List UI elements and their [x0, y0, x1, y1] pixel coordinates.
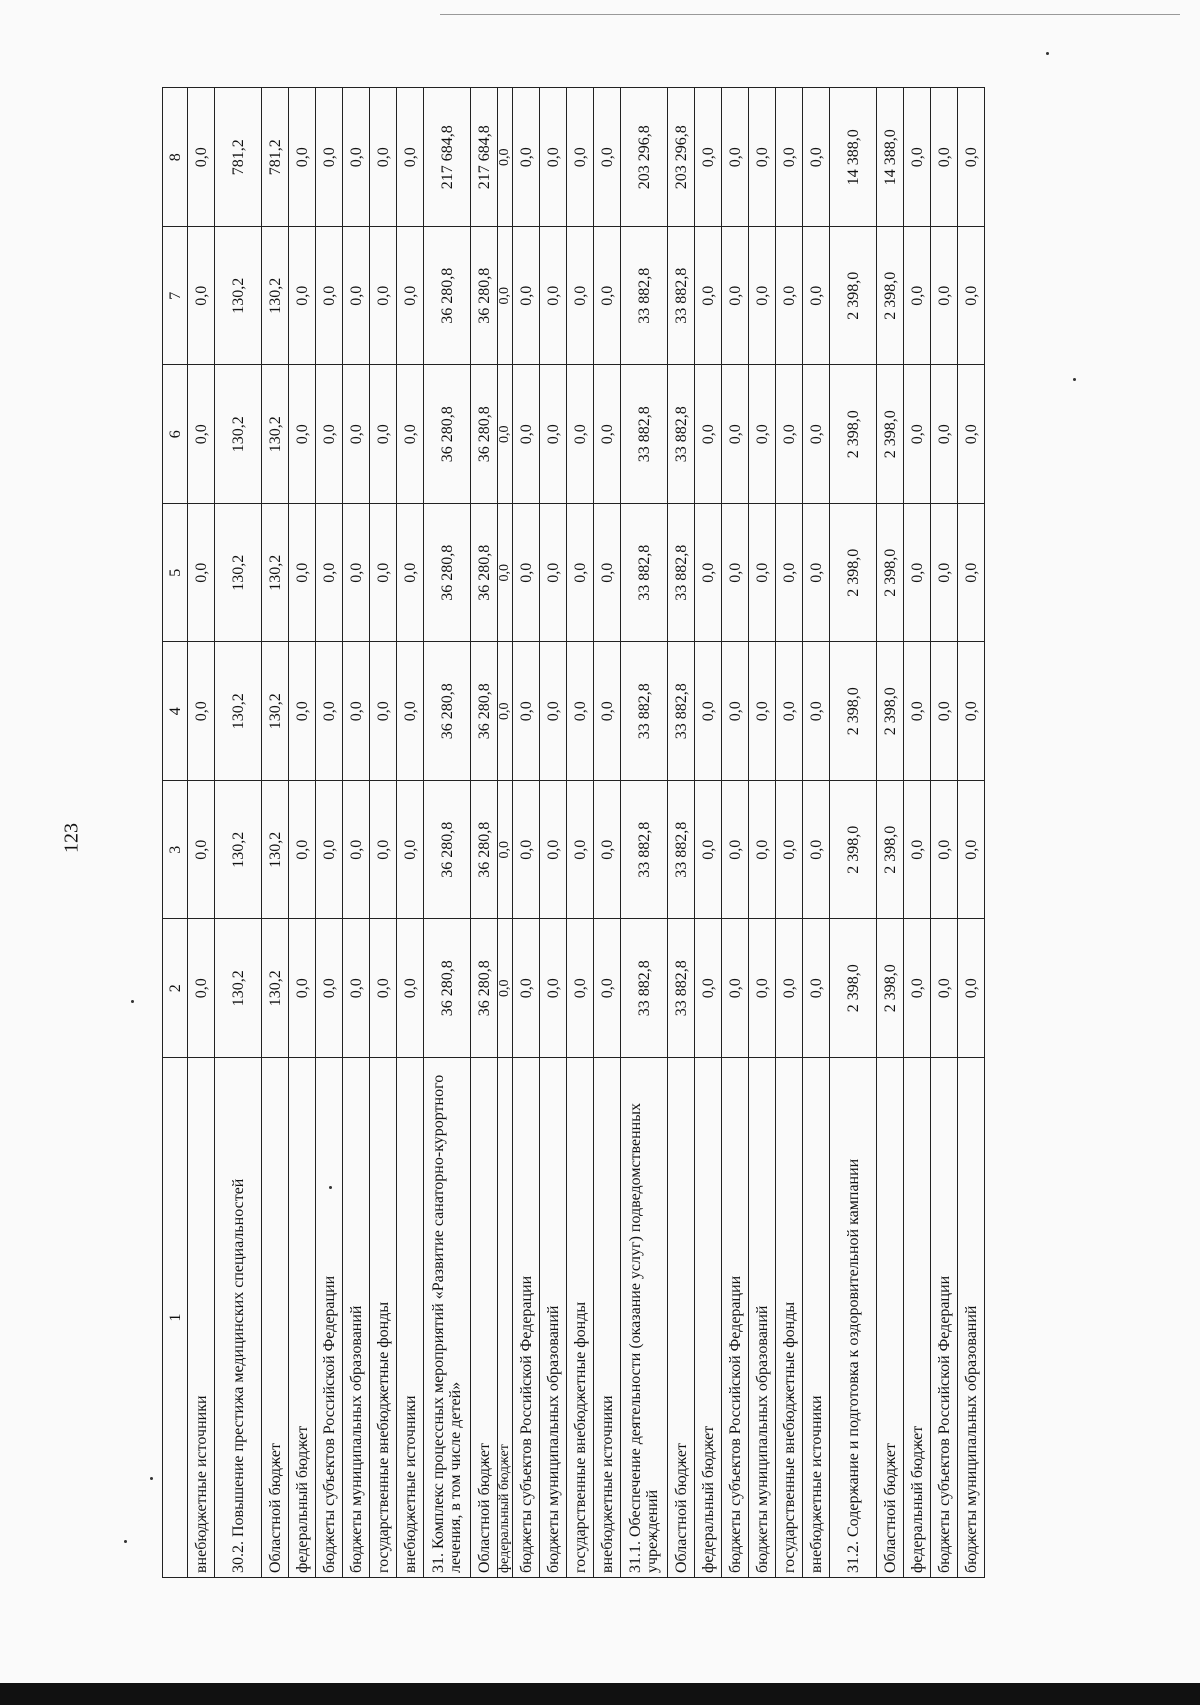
row-value: 0,0 [316, 504, 343, 643]
row-value: 33 882,8 [668, 642, 695, 781]
row-label: бюджеты муниципальных образований [540, 1058, 567, 1578]
row-value: 0,0 [594, 88, 621, 227]
scan-top-rule [440, 14, 1180, 15]
column-header: 1 [163, 1058, 188, 1578]
row-value: 130,2 [215, 227, 262, 366]
row-value: 130,2 [262, 365, 289, 504]
row-value: 0,0 [749, 919, 776, 1058]
row-value: 0,0 [594, 504, 621, 643]
row-value: 0,0 [776, 642, 803, 781]
row-value: 0,0 [397, 227, 424, 366]
row-label: 31.1. Обеспечение деятельности (оказание услуг) подведомственных учреждений [621, 1058, 668, 1578]
row-label: бюджеты субъектов Российской Федерации [513, 1058, 540, 1578]
row-value: 0,0 [931, 642, 958, 781]
row-value: 0,0 [289, 642, 316, 781]
row-value: 0,0 [904, 88, 931, 227]
row-value: 0,0 [695, 88, 722, 227]
row-value: 0,0 [695, 227, 722, 366]
row-value: 203 296,8 [668, 88, 695, 227]
row-value: 2 398,0 [877, 504, 904, 643]
row-value: 0,0 [540, 365, 567, 504]
row-value: 0,0 [803, 365, 830, 504]
table-row [370, 88, 397, 1578]
row-value: 0,0 [594, 919, 621, 1058]
row-value: 0,0 [803, 227, 830, 366]
row-value: 0,0 [958, 919, 985, 1058]
row-value: 2 398,0 [877, 642, 904, 781]
row-value: 0,0 [370, 642, 397, 781]
row-value: 0,0 [695, 365, 722, 504]
row-value: 0,0 [567, 504, 594, 643]
column-header: 6 [163, 365, 188, 504]
row-value: 0,0 [370, 365, 397, 504]
row-value: 0,0 [803, 504, 830, 643]
row-value: 33 882,8 [621, 642, 668, 781]
column-header: 8 [163, 88, 188, 227]
row-value: 0,0 [567, 88, 594, 227]
row-value: 130,2 [215, 642, 262, 781]
row-value: 33 882,8 [621, 504, 668, 643]
row-value: 0,0 [776, 227, 803, 366]
row-value: 130,2 [262, 227, 289, 366]
row-value: 0,0 [316, 227, 343, 366]
column-header: 2 [163, 919, 188, 1058]
row-value: 0,0 [513, 365, 540, 504]
row-value: 0,0 [316, 781, 343, 920]
row-value: 0,0 [776, 88, 803, 227]
row-value: 203 296,8 [621, 88, 668, 227]
column-header: 5 [163, 504, 188, 643]
row-value: 0,0 [343, 781, 370, 920]
row-value: 2 398,0 [830, 781, 877, 920]
row-value: 0,0 [540, 227, 567, 366]
row-value: 0,0 [567, 919, 594, 1058]
row-value: 0,0 [316, 365, 343, 504]
row-value: 0,0 [498, 642, 513, 781]
row-value: 33 882,8 [668, 781, 695, 920]
row-label: государственные внебюджетные фонды [776, 1058, 803, 1578]
table-row [289, 88, 316, 1578]
table-row [540, 88, 567, 1578]
row-label: федеральный бюджет [904, 1058, 931, 1578]
row-value: 36 280,8 [424, 781, 471, 920]
row-value: 0,0 [370, 88, 397, 227]
row-value: 0,0 [722, 504, 749, 643]
row-value: 0,0 [498, 919, 513, 1058]
row-label: внебюджетные источники [594, 1058, 621, 1578]
row-label: 31. Комплекс процессных мероприятий «Развитие санаторно-курортного лечения, в том числе детей» [424, 1058, 471, 1578]
row-value: 0,0 [498, 88, 513, 227]
row-value: 0,0 [803, 781, 830, 920]
row-value: 0,0 [316, 919, 343, 1058]
table-row [958, 88, 985, 1578]
page-number: 123 [60, 823, 83, 853]
row-label: 31.2. Содержание и подготовка к оздоровительной кампании [830, 1058, 877, 1578]
row-value: 0,0 [803, 88, 830, 227]
row-value: 217 684,8 [424, 88, 471, 227]
table-row [567, 88, 594, 1578]
row-value: 0,0 [316, 642, 343, 781]
row-value: 0,0 [803, 642, 830, 781]
row-value: 0,0 [904, 919, 931, 1058]
row-value: 0,0 [188, 88, 215, 227]
row-value: 0,0 [513, 504, 540, 643]
row-value: 0,0 [188, 919, 215, 1058]
row-value: 0,0 [498, 781, 513, 920]
row-label: 30.2. Повышение престижа медицинских специальностей [215, 1058, 262, 1578]
row-value: 33 882,8 [621, 365, 668, 504]
row-value: 2 398,0 [877, 781, 904, 920]
row-value: 0,0 [904, 781, 931, 920]
table-row [830, 88, 877, 1578]
table-row [904, 88, 931, 1578]
row-value: 36 280,8 [424, 504, 471, 643]
row-value: 0,0 [289, 88, 316, 227]
row-value: 0,0 [567, 365, 594, 504]
row-value: 0,0 [776, 365, 803, 504]
table-row [776, 88, 803, 1578]
row-label: Областной бюджет [262, 1058, 289, 1578]
row-value: 0,0 [931, 227, 958, 366]
row-label: бюджеты субъектов Российской Федерации [722, 1058, 749, 1578]
table-row [262, 88, 289, 1578]
row-value: 0,0 [594, 227, 621, 366]
row-value: 0,0 [931, 781, 958, 920]
row-value: 33 882,8 [621, 919, 668, 1058]
row-value: 0,0 [188, 642, 215, 781]
row-value: 2 398,0 [877, 919, 904, 1058]
row-value: 0,0 [749, 642, 776, 781]
row-value: 0,0 [722, 365, 749, 504]
row-value: 0,0 [749, 365, 776, 504]
row-label: государственные внебюджетные фонды [567, 1058, 594, 1578]
row-value: 0,0 [958, 781, 985, 920]
scan-speck [1073, 378, 1076, 381]
row-value: 0,0 [513, 227, 540, 366]
row-value: 0,0 [513, 642, 540, 781]
row-value: 2 398,0 [830, 365, 877, 504]
row-value: 0,0 [931, 919, 958, 1058]
table-row [397, 88, 424, 1578]
row-value: 2 398,0 [877, 227, 904, 366]
row-value: 0,0 [188, 781, 215, 920]
row-value: 0,0 [695, 919, 722, 1058]
row-value: 0,0 [540, 88, 567, 227]
scan-speck [131, 1000, 134, 1003]
row-value: 781,2 [215, 88, 262, 227]
column-header: 4 [163, 642, 188, 781]
row-value: 0,0 [540, 781, 567, 920]
row-value: 0,0 [776, 919, 803, 1058]
row-value: 0,0 [397, 504, 424, 643]
row-value: 0,0 [931, 365, 958, 504]
row-value: 0,0 [722, 642, 749, 781]
row-value: 36 280,8 [471, 504, 498, 643]
row-label: бюджеты муниципальных образований [958, 1058, 985, 1578]
row-value: 0,0 [343, 504, 370, 643]
row-value: 0,0 [370, 504, 397, 643]
row-value: 2 398,0 [830, 504, 877, 643]
row-value: 130,2 [262, 504, 289, 643]
row-value: 0,0 [695, 642, 722, 781]
row-value: 0,0 [289, 504, 316, 643]
row-value: 36 280,8 [471, 919, 498, 1058]
row-value: 36 280,8 [471, 642, 498, 781]
row-value: 33 882,8 [621, 227, 668, 366]
row-value: 0,0 [776, 504, 803, 643]
row-value: 0,0 [594, 365, 621, 504]
column-header: 7 [163, 227, 188, 366]
row-value: 2 398,0 [830, 642, 877, 781]
table-row [668, 88, 695, 1578]
row-value: 217 684,8 [471, 88, 498, 227]
row-value: 0,0 [513, 781, 540, 920]
scan-speck [124, 1540, 127, 1543]
row-value: 0,0 [567, 227, 594, 366]
row-value: 0,0 [289, 919, 316, 1058]
row-value: 130,2 [262, 781, 289, 920]
row-value: 0,0 [749, 227, 776, 366]
row-value: 0,0 [594, 642, 621, 781]
row-value: 0,0 [343, 365, 370, 504]
row-label: внебюджетные источники [397, 1058, 424, 1578]
row-value: 0,0 [188, 504, 215, 643]
row-value: 0,0 [722, 88, 749, 227]
row-value: 0,0 [498, 504, 513, 643]
row-value: 0,0 [567, 642, 594, 781]
row-label: Областной бюджет [877, 1058, 904, 1578]
row-label: федеральный бюджет [695, 1058, 722, 1578]
row-label: федеральный бюджет [289, 1058, 316, 1578]
row-value: 0,0 [397, 88, 424, 227]
table-row [343, 88, 370, 1578]
row-value: 0,0 [931, 504, 958, 643]
scan-bottom-edge [0, 1683, 1200, 1705]
row-value: 0,0 [594, 781, 621, 920]
row-label: бюджеты субъектов Российской Федерации [931, 1058, 958, 1578]
row-value: 0,0 [958, 88, 985, 227]
row-value: 0,0 [722, 227, 749, 366]
row-value: 0,0 [540, 642, 567, 781]
scan-speck [150, 1477, 153, 1480]
row-value: 36 280,8 [471, 227, 498, 366]
row-value: 0,0 [289, 365, 316, 504]
row-value: 0,0 [722, 919, 749, 1058]
table-row [513, 88, 540, 1578]
row-value: 130,2 [215, 504, 262, 643]
row-value: 0,0 [540, 504, 567, 643]
row-label: бюджеты муниципальных образований [749, 1058, 776, 1578]
row-value: 0,0 [776, 781, 803, 920]
budget-table [162, 88, 985, 1579]
row-value: 36 280,8 [424, 227, 471, 366]
table-row [316, 88, 343, 1578]
row-value: 2 398,0 [830, 227, 877, 366]
table-row [877, 88, 904, 1578]
row-value: 0,0 [289, 781, 316, 920]
row-value: 0,0 [397, 365, 424, 504]
row-value: 33 882,8 [668, 919, 695, 1058]
table-row [424, 88, 471, 1578]
row-value: 0,0 [540, 919, 567, 1058]
row-value: 130,2 [215, 781, 262, 920]
row-label: федеральный бюджет [498, 1058, 513, 1578]
table-header-row [163, 88, 188, 1578]
row-label: внебюджетные источники [188, 1058, 215, 1578]
table-row [803, 88, 830, 1578]
row-value: 0,0 [958, 642, 985, 781]
table-row [695, 88, 722, 1578]
table-row [931, 88, 958, 1578]
row-value: 0,0 [958, 365, 985, 504]
row-value: 0,0 [343, 919, 370, 1058]
row-value: 0,0 [370, 227, 397, 366]
row-value: 36 280,8 [424, 365, 471, 504]
column-header: 3 [163, 781, 188, 920]
row-value: 0,0 [513, 88, 540, 227]
row-value: 0,0 [498, 365, 513, 504]
row-value: 0,0 [904, 365, 931, 504]
row-value: 0,0 [749, 504, 776, 643]
row-value: 0,0 [931, 88, 958, 227]
row-value: 0,0 [370, 919, 397, 1058]
row-value: 36 280,8 [471, 781, 498, 920]
row-value: 0,0 [722, 781, 749, 920]
row-value: 0,0 [343, 227, 370, 366]
row-value: 14 388,0 [877, 88, 904, 227]
row-value: 36 280,8 [424, 919, 471, 1058]
row-value: 33 882,8 [668, 227, 695, 366]
row-value: 2 398,0 [877, 365, 904, 504]
row-value: 0,0 [958, 504, 985, 643]
row-value: 0,0 [397, 781, 424, 920]
row-value: 0,0 [904, 227, 931, 366]
table-row [215, 88, 262, 1578]
table-row [498, 88, 513, 1578]
row-value: 0,0 [513, 919, 540, 1058]
row-label: государственные внебюджетные фонды [370, 1058, 397, 1578]
row-value: 0,0 [498, 227, 513, 366]
row-label: внебюджетные источники [803, 1058, 830, 1578]
table-row [722, 88, 749, 1578]
row-value: 130,2 [215, 365, 262, 504]
row-value: 0,0 [695, 504, 722, 643]
row-value: 130,2 [262, 919, 289, 1058]
row-value: 33 882,8 [621, 781, 668, 920]
row-value: 33 882,8 [668, 365, 695, 504]
row-value: 0,0 [289, 227, 316, 366]
row-value: 33 882,8 [668, 504, 695, 643]
table-row [471, 88, 498, 1578]
row-value: 0,0 [904, 642, 931, 781]
row-value: 0,0 [695, 781, 722, 920]
table-row [621, 88, 668, 1578]
budget-table-rotated [162, 88, 1067, 1578]
row-value: 130,2 [215, 919, 262, 1058]
table-row [594, 88, 621, 1578]
row-value: 130,2 [262, 642, 289, 781]
row-value: 0,0 [749, 781, 776, 920]
row-value: 0,0 [343, 642, 370, 781]
row-value: 0,0 [749, 88, 776, 227]
row-label: Областной бюджет [668, 1058, 695, 1578]
table-row [188, 88, 215, 1578]
row-value: 781,2 [262, 88, 289, 227]
row-value: 14 388,0 [830, 88, 877, 227]
row-value: 0,0 [316, 88, 343, 227]
row-value: 0,0 [904, 504, 931, 643]
row-value: 0,0 [188, 227, 215, 366]
row-value: 36 280,8 [471, 365, 498, 504]
row-value: 0,0 [958, 227, 985, 366]
table-row [749, 88, 776, 1578]
row-value: 0,0 [370, 781, 397, 920]
row-value: 36 280,8 [424, 642, 471, 781]
row-label: Областной бюджет [471, 1058, 498, 1578]
row-value: 0,0 [343, 88, 370, 227]
row-label: бюджеты муниципальных образований [343, 1058, 370, 1578]
row-value: 0,0 [188, 365, 215, 504]
row-value: 0,0 [397, 919, 424, 1058]
row-label: бюджеты субъектов Российской Федерации [316, 1058, 343, 1578]
row-value: 0,0 [567, 781, 594, 920]
scan-speck [1046, 52, 1049, 55]
row-value: 0,0 [397, 642, 424, 781]
row-value: 2 398,0 [830, 919, 877, 1058]
scan-speck [329, 1186, 332, 1189]
row-value: 0,0 [803, 919, 830, 1058]
